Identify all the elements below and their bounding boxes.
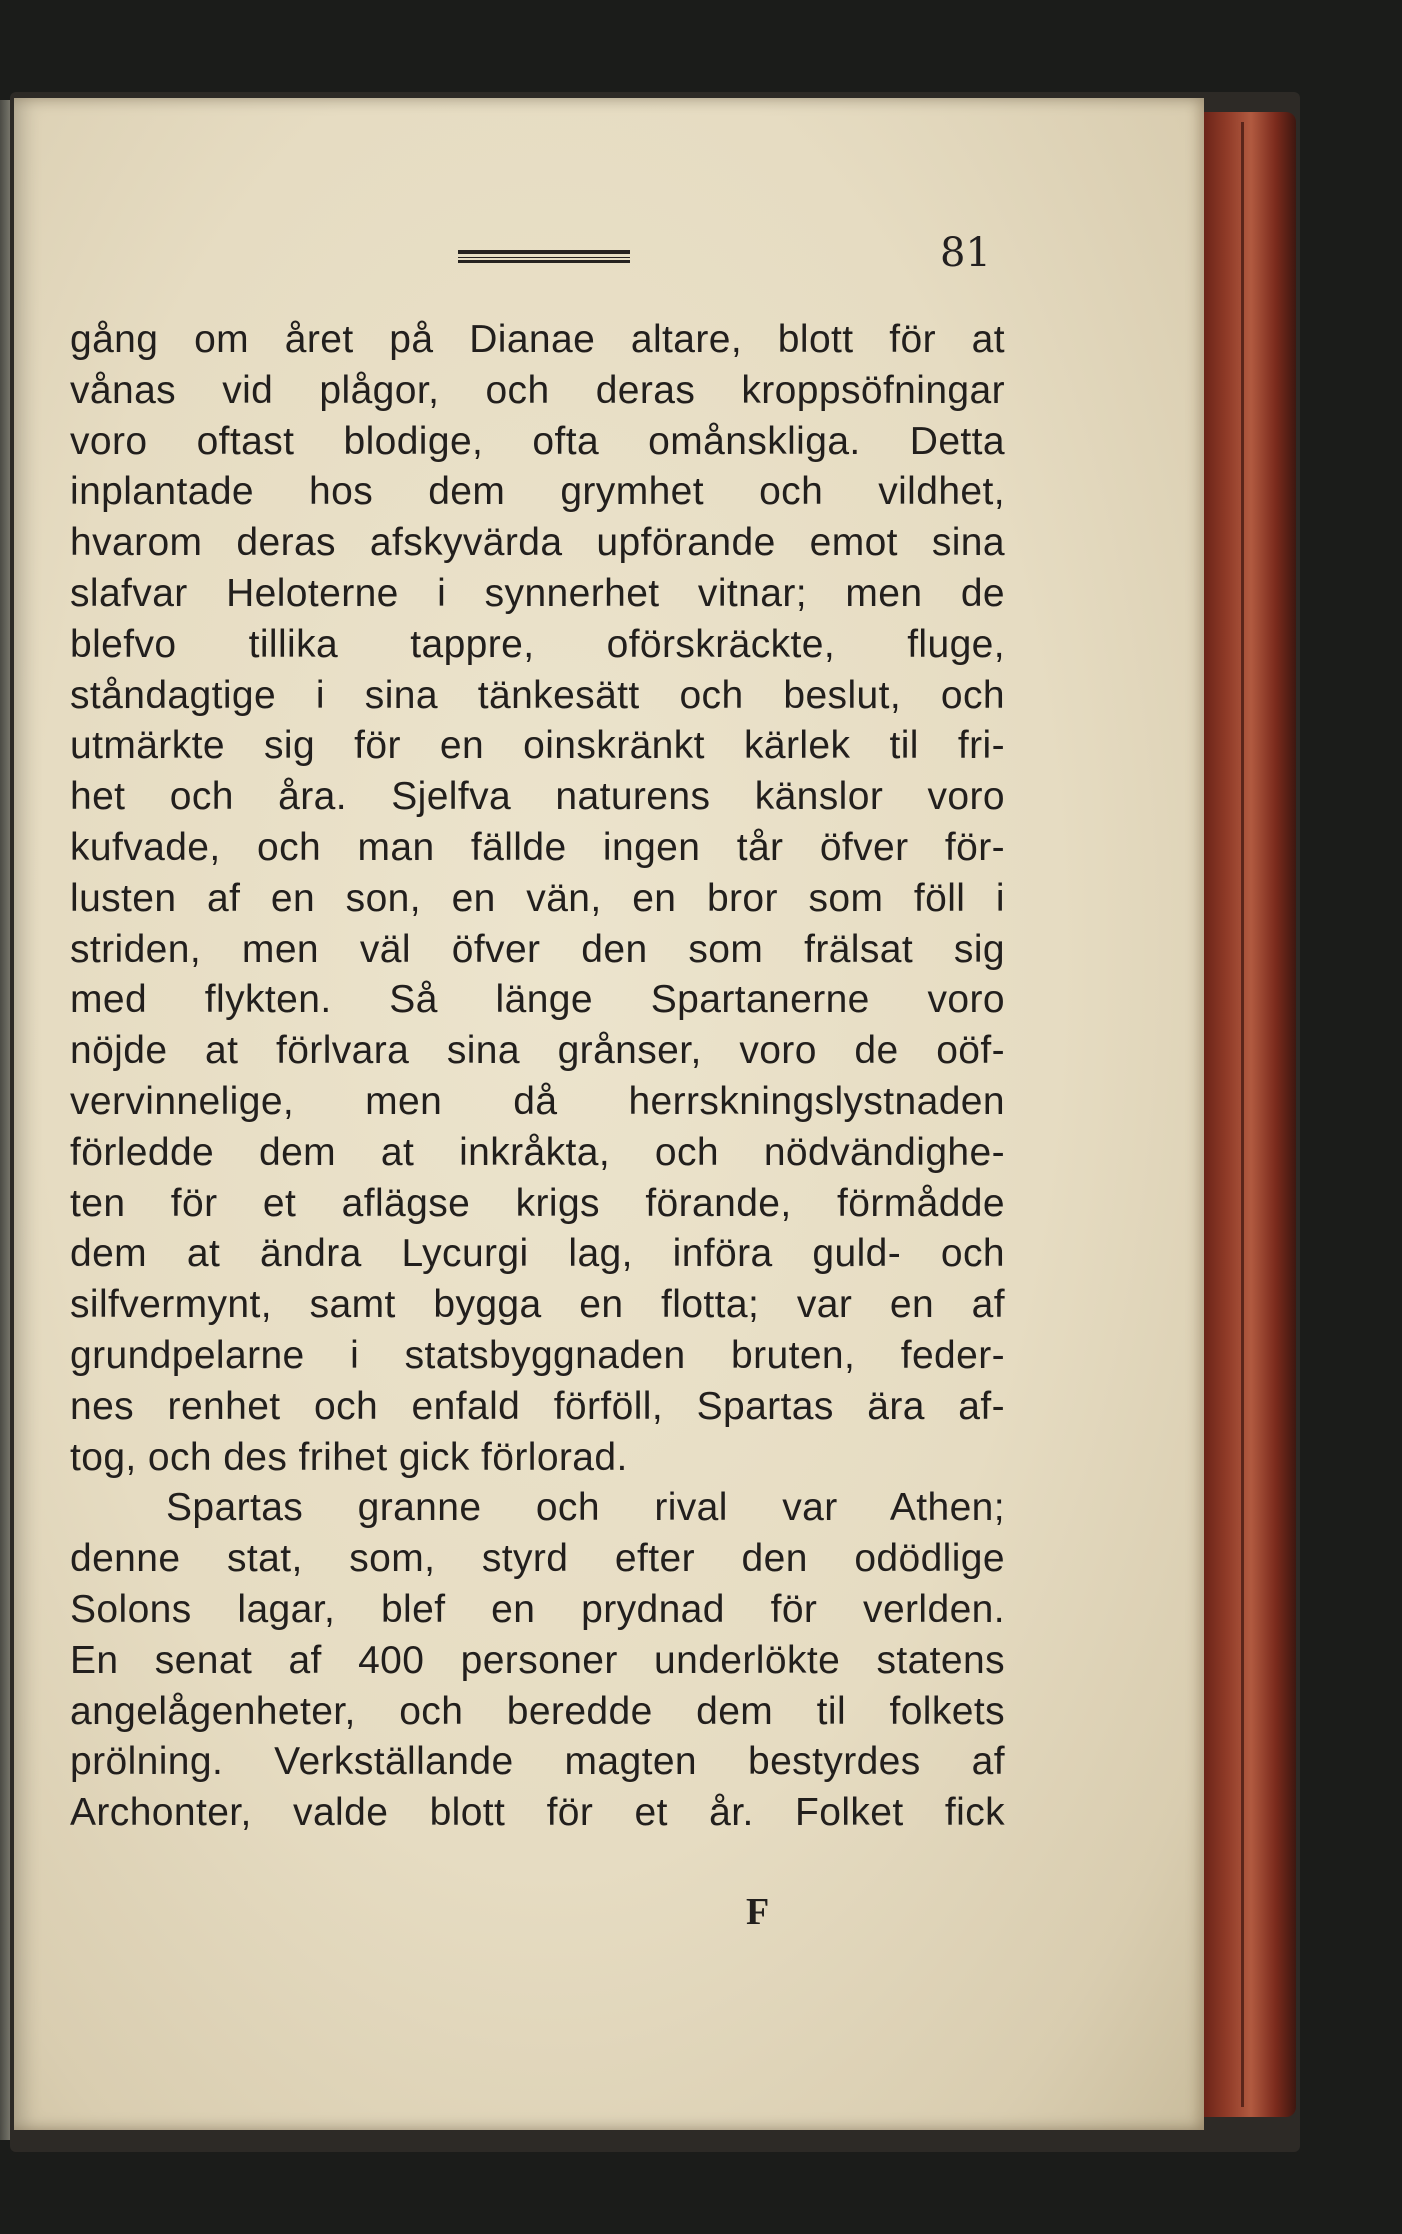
page-text	[70, 315, 1005, 1839]
text-line: silfvermynt, samt bygga en flotta; var en af	[70, 1283, 1005, 1327]
page-number: 81	[940, 230, 991, 276]
text-line: voro oftast blodige, ofta omånskliga. Detta	[70, 419, 1005, 463]
text-line: hvarom deras afskyvärda upförande emot sina	[70, 521, 1005, 565]
text-line: nöjde at förlvara sina grånser, voro de oöf-	[70, 1029, 1005, 1073]
text-line: gång om året på Dianae altare, blott för at	[70, 318, 1005, 361]
text-line: ten för et aflägse krigs förande, förmådde	[70, 1181, 1005, 1225]
header-ornament-rule	[458, 250, 630, 263]
text-line: slafvar Heloterne i synnerhet vitnar; men de	[70, 571, 1005, 615]
text-line: vånas vid plågor, och deras kroppsöfningar	[70, 368, 1005, 412]
text-line: tog, och des frihet gick förlorad.	[70, 1435, 628, 1479]
text-line: förledde dem at inkråkta, och nödvändighe-	[70, 1130, 1005, 1174]
text-line: blefvo tillika tappre, oförskräckte, fluge,	[70, 622, 1005, 666]
paragraph-1	[70, 315, 1005, 1483]
text-line: inplantade hos dem grymhet och vildhet,	[70, 470, 1005, 514]
text-line: grundpelarne i statsbyggnaden bruten, feder-	[70, 1333, 1005, 1377]
text-line: Solons lagar, blef en prydnad för verlden.	[70, 1587, 1005, 1631]
page-edges-red	[1196, 112, 1296, 2117]
text-line: med flykten. Så länge Spartanerne voro	[70, 978, 1005, 1022]
text-line: striden, men väl öfver den som frälsat sig	[70, 927, 1005, 971]
paragraph-2	[70, 1483, 1005, 1839]
text-line: prölning. Verkställande magten bestyrdes af	[70, 1740, 1005, 1784]
text-line: kufvade, och man fällde ingen tår öfver för-	[70, 825, 1005, 869]
text-line: utmärkte sig för en oinskränkt kärlek til fri-	[70, 724, 1005, 768]
signature-mark: F	[746, 1891, 770, 1933]
text-line: denne stat, som, styrd efter den odödlige	[70, 1537, 1005, 1581]
text-line: lusten af en son, en vän, en bror som föll i	[70, 876, 1005, 920]
text-line: dem at ändra Lycurgi lag, införa guld- och	[70, 1232, 1005, 1276]
text-line: vervinnelige, men då herrskningslystnaden	[70, 1079, 1005, 1123]
text-line: het och åra. Sjelfva naturens känslor voro	[70, 775, 1005, 819]
text-line: En senat af 400 personer underlökte statens	[70, 1638, 1005, 1682]
text-line: Archonter, valde blott för et år. Folket fick	[70, 1791, 1005, 1835]
text-line: angelågenheter, och beredde dem til folkets	[70, 1689, 1005, 1733]
text-line: ståndagtige i sina tänkesätt och beslut, och	[70, 673, 1005, 717]
text-line: Spartas granne och rival var Athen;	[166, 1486, 1005, 1530]
text-line: nes renhet och enfald förföll, Spartas ära af-	[70, 1384, 1005, 1428]
